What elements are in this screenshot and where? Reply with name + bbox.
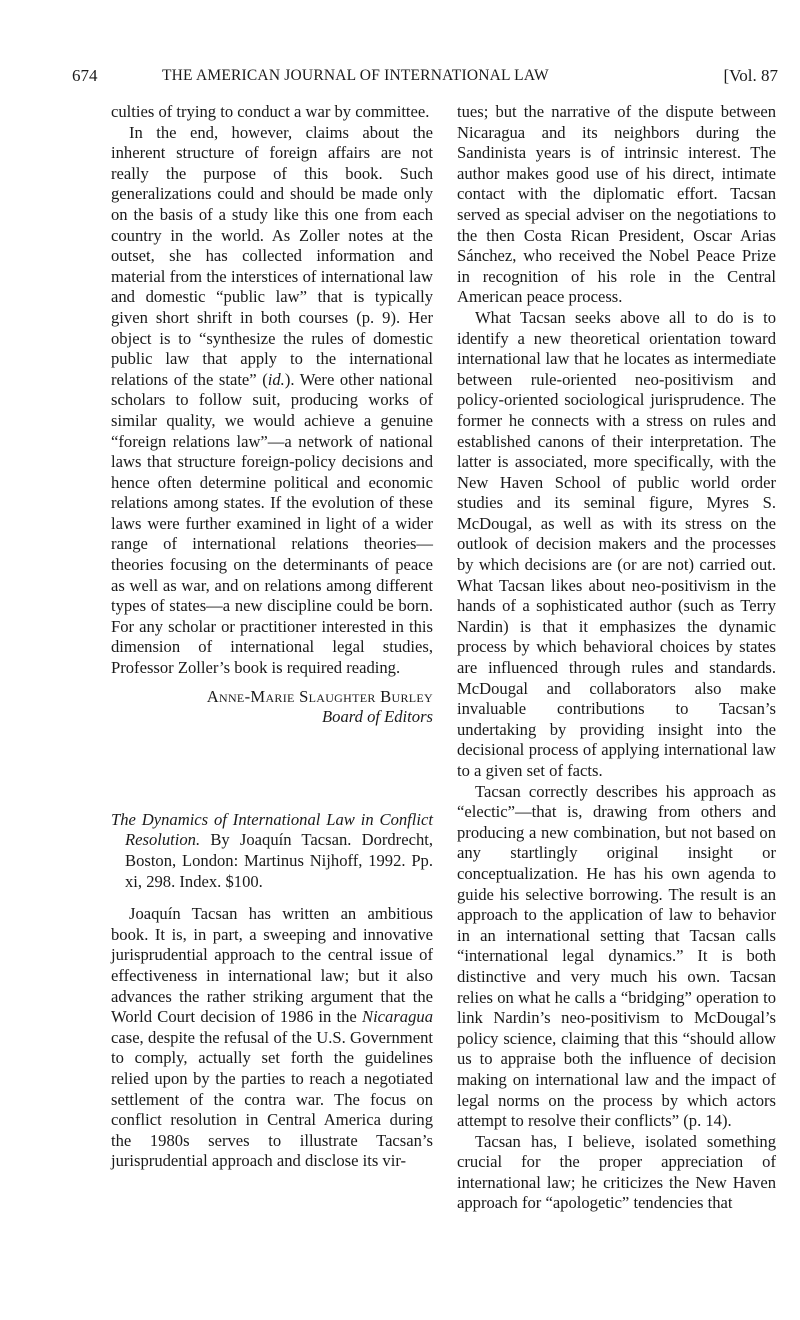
signature	[111, 687, 433, 728]
left-column	[111, 102, 433, 1172]
paragraph: tues; but the narrative of the dispute between Nicaragua and its neighbors during the Sandinista years is of intrinsic interest. The author makes good use of his direct, intimate contact with the diplomatic effort. Tacsan served as special adviser on the negotiations to the then Costa Rican President, Oscar Arias Sánchez, who received the Nobel Peace Prize in recognition of his role in the Central American peace process.	[457, 102, 776, 307]
book-details: By Joaquín Tacsan. Dordrecht, Boston, London: Martinus Nijhoff, 1992. Pp. xi, 298. Index. $100.	[125, 830, 433, 891]
running-header	[72, 66, 778, 94]
reviewer-role: Board of Editors	[322, 707, 433, 727]
paragraph: culties of trying to conduct a war by committee.	[111, 102, 430, 121]
case-name: Nicaragua	[362, 1007, 433, 1027]
paragraph: Tacsan has, I believe, isolated something crucial for the proper appreciation of international law; he criticizes the New Haven approach for “apologetic” tendencies that	[457, 1131, 776, 1213]
page-number: 674	[72, 66, 98, 85]
citation-id: id.	[267, 369, 285, 389]
book-citation	[111, 810, 433, 892]
right-column	[457, 102, 776, 1214]
paragraph: Tacsan correctly describes his approach as “electic”—that is, drawing from others and producing a new combination, but not based on any startlingly original insight or conceptualization. He has his own agenda to guide his selective borrowing. The result is an approach to the application of law to behavior in an international setting that Tacsan calls “international legal dynamics.” It is both distinctive and very much his own. Tacsan relies on what he calls a “bridging” operation to link Nardin’s neo-positivism to McDougal’s policy science, claiming that this “should allow us to appraise both the influence of decision making on international law and the impact of legal norms on the process by which actors attempt to resolve their conflicts” (p. 14).	[457, 781, 776, 1131]
paragraph: What Tacsan seeks above all to do is to identify a new theoretical orientation toward international law that he locates as intermediate between rule-oriented neo-positivism and policy-oriented sociological jurisprudence. The former he connects with a stress on rules and established canons of their interpretation. The latter is associated, more specifically, with the New Haven School of public world order studies and its seminal figure, Myres S. McDougal, as well as with its stress on the outlook of decision makers and the processes by which decisions are (or are not) carried out. What Tacsan likes about neo-positivism in the hands of a sophisticated author (such as Terry Nardin) is that it emphasizes the dynamic process by which behavioral choices by states are influenced through rules and standards. McDougal and collaborators also make invaluable contributions to Tacsan’s undertaking by providing insight into the decisional process of applying international law to a given set of facts.	[457, 307, 776, 780]
journal-title: THE AMERICAN JOURNAL OF INTERNATIONAL LAW	[162, 67, 549, 84]
paragraph: Joaquín Tacsan has written an ambitious book. It is, in part, a sweeping and innovative jurisprudential approach to the central issue of effectiveness in international law; but it also advances the rather striking argument that the World Court decision of 1986 in the Nicaragua case, despite the refusal of the U.S. Government to comply, actually set forth the guidelines relied upon by the parties to reach a negotiated settlement of the contra war. The focus on conflict resolution in Central America during the 1980s serves to illustrate Tacsan’s jurisprudential approach and disclose its vir-	[111, 904, 433, 1171]
paragraph: In the end, however, claims about the inherent structure of foreign affairs are not really the purpose of this book. Such generalizations could and should be made only on the basis of a study like this one from each country in the world. As Zoller notes at the outset, she has collected information and material from the interstices of international law and domestic “public law” that is typically given short shrift in both courses (p. 9). Her object is to “synthesize the rules of domestic public law that apply to the international relations of the state” (id.). Were other national scholars to follow suit, producing works of similar quality, we would achieve a genuine “foreign relations law”—a network of national laws that structure foreign-policy decisions and hence often determine political and economic relations among states. If the evolution of these laws were further examined in light of a wider range of international relations theories—theories focusing on the determinants of peace as well as war, and on relations among different types of states—a new discipline could be born. For any scholar or practitioner interested in this dimension of international legal studies, Professor Zoller’s book is required reading.	[111, 122, 433, 678]
volume-label: [Vol. 87	[723, 66, 778, 85]
reviewer-name: Anne-Marie Slaughter Burley	[206, 686, 433, 706]
book-title: The Dynamics of International Law in Conflict Resolution.	[111, 809, 433, 850]
